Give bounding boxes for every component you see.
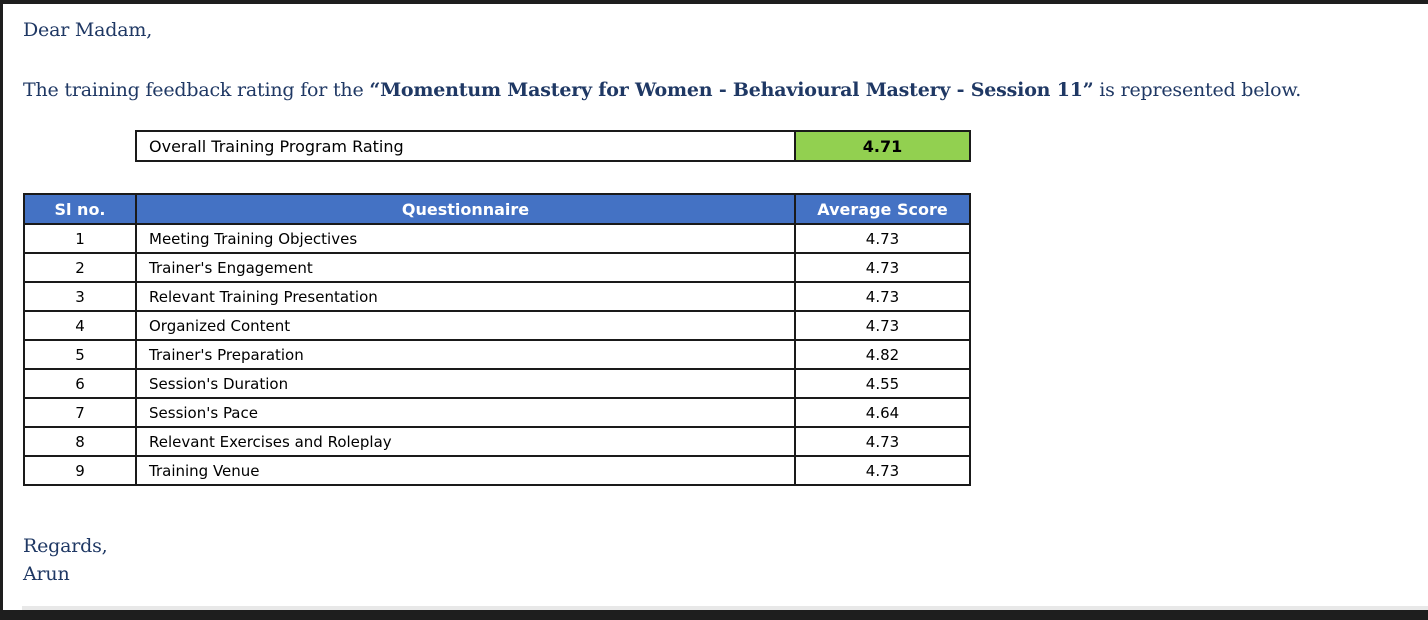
intro-text-before: The training feedback rating for the (23, 79, 370, 101)
training-title: “Momentum Mastery for Women - Behavioural Mastery - Session 11” (369, 79, 1094, 101)
email-body (3, 4, 1428, 610)
row-score: 4.73 (795, 456, 970, 485)
overall-rating-value: 4.71 (795, 131, 970, 161)
table-row (24, 253, 970, 282)
row-sl-no: 1 (24, 224, 136, 253)
row-sl-no: 6 (24, 369, 136, 398)
header-questionnaire: Questionnaire (136, 194, 795, 224)
signature-name: Arun (23, 563, 70, 585)
table-header-row (24, 194, 970, 224)
row-question: Session's Pace (136, 398, 795, 427)
row-score: 4.73 (795, 224, 970, 253)
sign-off (23, 532, 107, 588)
row-score: 4.73 (795, 282, 970, 311)
table-row (24, 224, 970, 253)
questionnaire-score-table (23, 193, 971, 486)
header-sl-no: Sl no. (24, 194, 136, 224)
row-sl-no: 2 (24, 253, 136, 282)
row-question: Trainer's Preparation (136, 340, 795, 369)
table-row (24, 398, 970, 427)
table-row (24, 282, 970, 311)
table-row (24, 311, 970, 340)
intro-paragraph (23, 79, 1301, 101)
row-question: Meeting Training Objectives (136, 224, 795, 253)
regards-text: Regards, (23, 535, 108, 557)
row-score: 4.73 (795, 253, 970, 282)
table-row (24, 369, 970, 398)
row-question: Relevant Training Presentation (136, 282, 795, 311)
row-score: 4.73 (795, 311, 970, 340)
row-question: Trainer's Engagement (136, 253, 795, 282)
row-sl-no: 9 (24, 456, 136, 485)
table-row (24, 340, 970, 369)
bottom-divider (22, 606, 1428, 610)
row-question: Organized Content (136, 311, 795, 340)
row-question: Relevant Exercises and Roleplay (136, 427, 795, 456)
table-row (24, 456, 970, 485)
row-score: 4.55 (795, 369, 970, 398)
header-average-score: Average Score (795, 194, 970, 224)
overall-rating-table (135, 130, 971, 162)
row-sl-no: 4 (24, 311, 136, 340)
row-score: 4.73 (795, 427, 970, 456)
greeting: Dear Madam, (23, 19, 153, 41)
row-sl-no: 5 (24, 340, 136, 369)
row-sl-no: 8 (24, 427, 136, 456)
row-score: 4.82 (795, 340, 970, 369)
row-score: 4.64 (795, 398, 970, 427)
intro-text-after: is represented below. (1093, 79, 1302, 101)
row-sl-no: 7 (24, 398, 136, 427)
row-sl-no: 3 (24, 282, 136, 311)
overall-rating-row (136, 131, 970, 161)
table-row (24, 427, 970, 456)
row-question: Training Venue (136, 456, 795, 485)
overall-rating-label: Overall Training Program Rating (136, 131, 795, 161)
row-question: Session's Duration (136, 369, 795, 398)
